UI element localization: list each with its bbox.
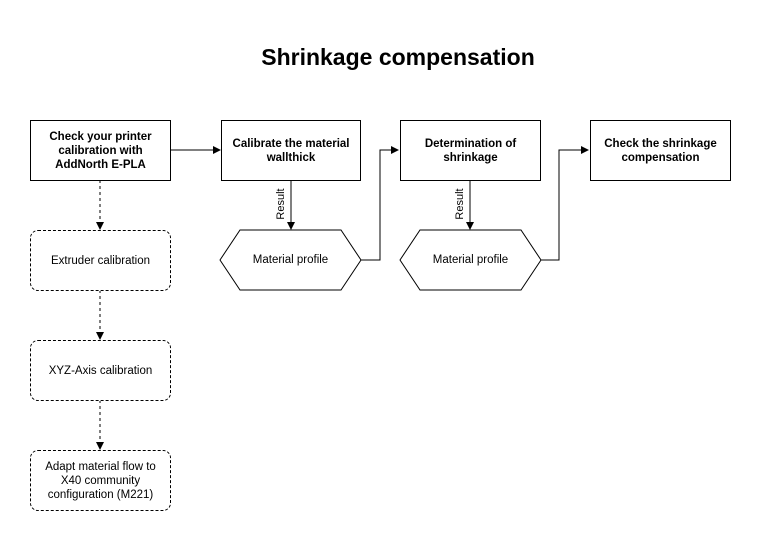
result-label-1: Result (275, 186, 287, 222)
material-profile-2-node: Material profile (432, 254, 509, 266)
check-shrinkage-compensation-node: Check the shrinkage compensation (590, 120, 731, 181)
edge-profile2-to-check-shrinkage (541, 150, 588, 260)
diagram-title: Shrinkage compensation (261, 44, 535, 70)
determination-of-shrinkage-node: Determination of shrinkage (400, 120, 541, 181)
check-printer-calibration-node: Check your printer calibration with AddNorth E-PLA (30, 120, 171, 181)
xyz-axis-calibration-node: XYZ-Axis calibration (30, 340, 171, 401)
material-profile-1-node: Material profile (252, 254, 329, 266)
calibrate-material-node: Calibrate the material wallthick (221, 120, 361, 181)
result-label-2: Result (454, 186, 466, 222)
adapt-material-flow-node: Adapt material flow to X40 community configuration (M221) (30, 450, 171, 511)
extruder-calibration-node: Extruder calibration (30, 230, 171, 291)
edge-profile1-to-determination (361, 150, 398, 260)
